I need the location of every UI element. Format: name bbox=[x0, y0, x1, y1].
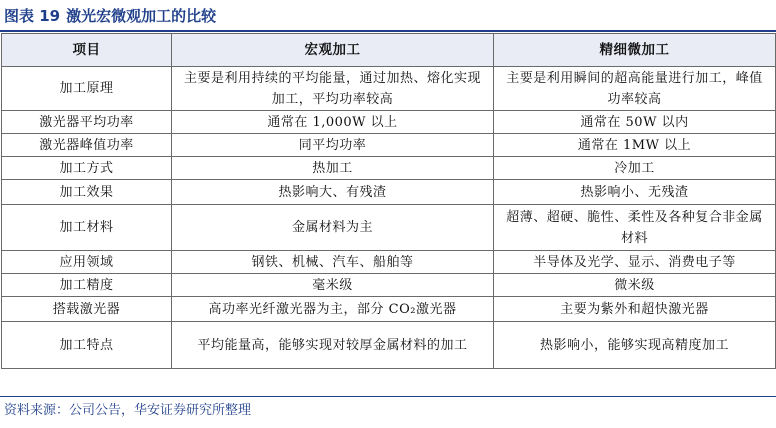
table-row bbox=[2, 67, 776, 111]
row-label: 搭载激光器 bbox=[2, 297, 172, 322]
macro-cell: 同平均功率 bbox=[172, 134, 494, 157]
micro-cell: 主要为紫外和超快激光器 bbox=[494, 297, 776, 322]
table-row bbox=[2, 322, 776, 369]
micro-cell: 冷加工 bbox=[494, 157, 776, 180]
figure-title bbox=[4, 4, 216, 28]
row-label: 加工材料 bbox=[2, 205, 172, 251]
table-row bbox=[2, 205, 776, 251]
table-row bbox=[2, 111, 776, 134]
row-label: 激光器平均功率 bbox=[2, 111, 172, 134]
table-row bbox=[2, 157, 776, 180]
micro-cell: 超薄、超硬、脆性、柔性及各种复合非金属材料 bbox=[494, 205, 776, 251]
macro-cell: 平均能量高，能够实现对较厚金属材料的加工 bbox=[172, 322, 494, 369]
micro-cell: 通常在 50W 以内 bbox=[494, 111, 776, 134]
macro-cell: 通常在 1,000W 以上 bbox=[172, 111, 494, 134]
bottom-rule bbox=[0, 396, 776, 397]
table-row bbox=[2, 180, 776, 205]
macro-cell: 主要是利用持续的平均能量，通过加热、熔化实现加工，平均功率较高 bbox=[172, 67, 494, 111]
row-label: 加工特点 bbox=[2, 322, 172, 369]
header-macro: 宏观加工 bbox=[172, 34, 494, 67]
micro-cell: 热影响小、无残渣 bbox=[494, 180, 776, 205]
table-row bbox=[2, 297, 776, 322]
figure-number: 图表 19 bbox=[4, 7, 61, 25]
micro-cell: 热影响小，能够实现高精度加工 bbox=[494, 322, 776, 369]
macro-cell: 金属材料为主 bbox=[172, 205, 494, 251]
macro-cell: 高功率光纤激光器为主，部分 CO₂激光器 bbox=[172, 297, 494, 322]
micro-cell: 半导体及光学、显示、消费电子等 bbox=[494, 251, 776, 274]
row-label: 激光器峰值功率 bbox=[2, 134, 172, 157]
figure-caption: 激光宏微观加工的比较 bbox=[66, 7, 217, 25]
row-label: 应用领域 bbox=[2, 251, 172, 274]
comparison-table bbox=[1, 33, 776, 369]
macro-cell: 钢铁、机械、汽车、船舶等 bbox=[172, 251, 494, 274]
header-item: 项目 bbox=[2, 34, 172, 67]
top-rule bbox=[0, 30, 776, 32]
micro-cell: 通常在 1MW 以上 bbox=[494, 134, 776, 157]
table-row bbox=[2, 134, 776, 157]
micro-cell: 主要是利用瞬间的超高能量进行加工，峰值功率较高 bbox=[494, 67, 776, 111]
row-label: 加工精度 bbox=[2, 274, 172, 297]
table-header-row bbox=[2, 34, 776, 67]
row-label: 加工效果 bbox=[2, 180, 172, 205]
row-label: 加工方式 bbox=[2, 157, 172, 180]
macro-cell: 毫米级 bbox=[172, 274, 494, 297]
source-note: 资料来源：公司公告，华安证券研究所整理 bbox=[4, 403, 252, 418]
header-micro: 精细微加工 bbox=[494, 34, 776, 67]
micro-cell: 微米级 bbox=[494, 274, 776, 297]
macro-cell: 热加工 bbox=[172, 157, 494, 180]
table-row bbox=[2, 274, 776, 297]
row-label: 加工原理 bbox=[2, 67, 172, 111]
macro-cell: 热影响大、有残渣 bbox=[172, 180, 494, 205]
table-row bbox=[2, 251, 776, 274]
